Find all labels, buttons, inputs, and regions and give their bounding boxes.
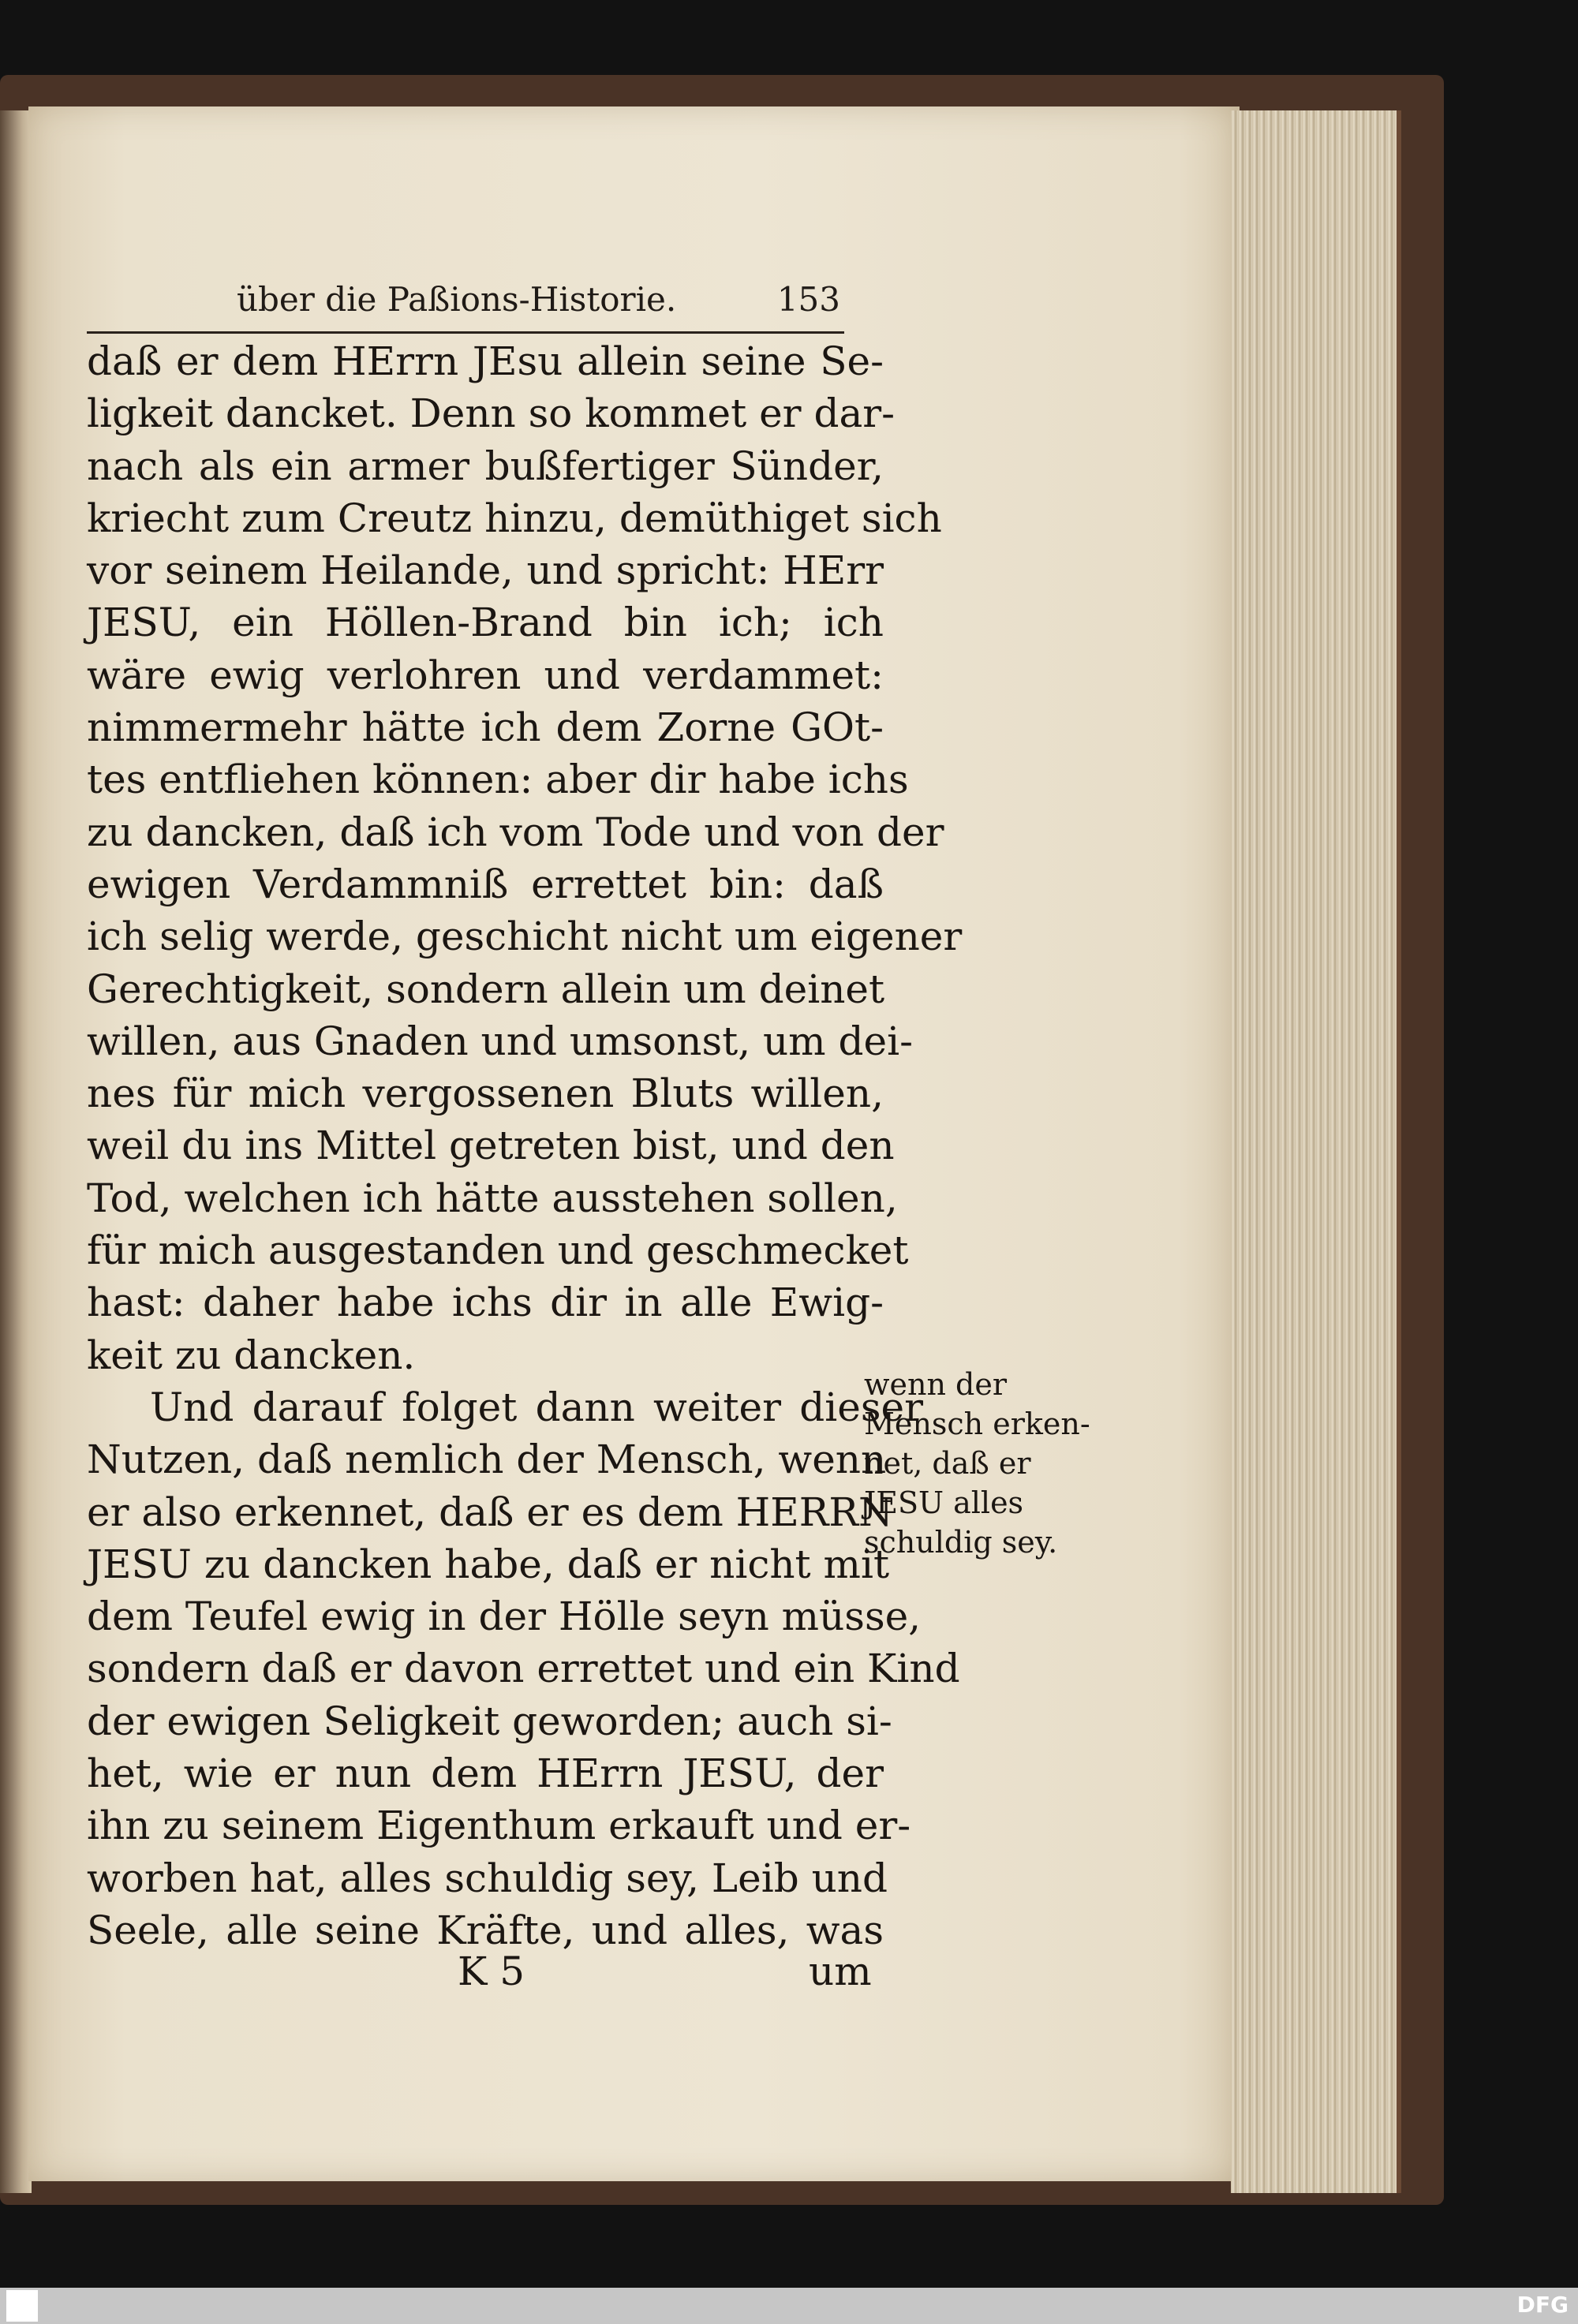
text-line: JESU zu dancken habe, daß er nicht mit: [87, 1541, 890, 1587]
text-line: ich selig werde, geschicht nicht um eigener: [87, 914, 963, 960]
text-line: ligkeit dancket. Denn so kommet er dar-: [87, 390, 896, 437]
text-line: wäre ewig verlohren und verdammet:: [87, 652, 884, 698]
text-line: Und darauf folget dann weiter dieser: [150, 1384, 923, 1430]
header-rule: [87, 331, 844, 334]
text-line: ewigen Verdammniß errettet bin: daß: [87, 861, 884, 907]
text-line: keit zu dancken.: [87, 1332, 416, 1378]
text-line: Gerechtigkeit, sondern allein um deinet: [87, 966, 885, 1012]
text-line: hast: daher habe ichs dir in alle Ewig-: [87, 1280, 884, 1326]
page-number: 153: [776, 280, 840, 319]
text-line: zu dancken, daß ich vom Tode und von der: [87, 809, 944, 855]
text-line: worben hat, alles schuldig sey, Leib und: [87, 1855, 888, 1901]
viewer-footer-bar: [0, 2288, 1578, 2324]
text-line: JESU, ein Höllen-Brand bin ich; ich: [87, 600, 884, 646]
page-header: [237, 280, 852, 327]
text-line: kriecht zum Creutz hinzu, demüthiget sich: [87, 495, 942, 541]
text-line: sondern daß er davon errettet und ein Kind: [87, 1646, 960, 1692]
library-logo-icon: [6, 2290, 38, 2322]
running-head: über die Paßions-Historie.: [237, 280, 677, 319]
text-line: het, wie er nun dem HErrn JESU, der: [87, 1750, 884, 1797]
text-line: nach als ein armer bußfertiger Sünder,: [87, 443, 884, 489]
margin-note-line: net, daß er: [864, 1446, 1031, 1481]
text-line: tes entfliehen können: aber dir habe ichs: [87, 757, 909, 803]
text-line: nes für mich vergossenen Bluts willen,: [87, 1070, 884, 1117]
text-line: er also erkennet, daß er es dem HERRN: [87, 1489, 893, 1535]
margin-note: [864, 1365, 1101, 1562]
page-block-edge: [1231, 110, 1401, 2193]
text-line: nimmermehr hätte ich dem Zorne GOt-: [87, 704, 884, 751]
text-line: der ewigen Seligkeit geworden; auch si-: [87, 1698, 892, 1744]
left-page-edge: [0, 110, 32, 2193]
signature-mark: K 5: [458, 1948, 525, 1994]
margin-note-line: schuldig sey.: [864, 1525, 1058, 1560]
catchword: um: [809, 1948, 872, 1994]
text-line: vor seinem Heilande, und spricht: HErr: [87, 547, 884, 594]
text-line: Nutzen, daß nemlich der Mensch, wenn: [87, 1437, 887, 1483]
margin-note-line: wenn der: [864, 1367, 1008, 1402]
dfg-logo: DFG: [1516, 2292, 1569, 2318]
text-line: für mich ausgestanden und geschmecket: [87, 1227, 909, 1274]
text-line: dem Teufel ewig in der Hölle seyn müsse,: [87, 1594, 922, 1640]
text-line: daß er dem HErrn JEsu allein seine Se-: [87, 338, 884, 384]
text-line: ihn zu seinem Eigenthum erkauft und er-: [87, 1803, 911, 1849]
text-line: Seele, alle seine Kräfte, und alles, was: [87, 1907, 884, 1953]
margin-note-line: JESU alles: [864, 1485, 1024, 1520]
text-line: Tod, welchen ich hätte ausstehen sollen,: [87, 1175, 898, 1221]
margin-note-line: Mensch erken-: [864, 1407, 1090, 1441]
text-line: willen, aus Gnaden und umsonst, um dei-: [87, 1018, 913, 1064]
text-line: weil du ins Mittel getreten bist, und den: [87, 1123, 895, 1169]
